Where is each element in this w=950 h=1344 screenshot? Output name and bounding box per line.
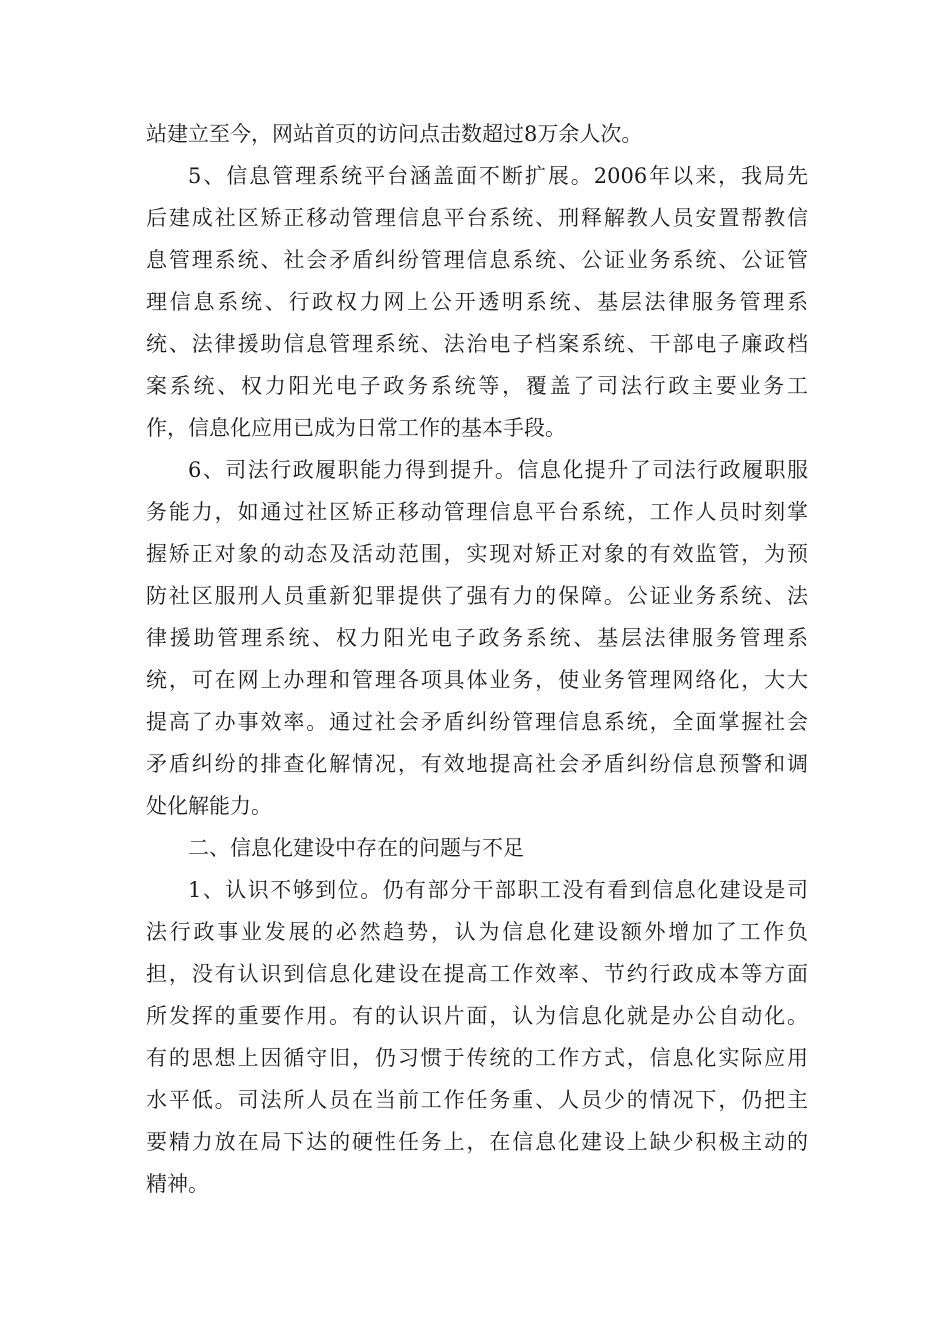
text-line: 防社区服刑人员重新犯罪提供了强有力的保障。公证业务系统、法 <box>146 584 808 608</box>
text-line: 6、司法行政履职能力得到提升。信息化提升了司法行政履职服 <box>188 458 808 482</box>
text-line: 提高了办事效率。通过社会矛盾纠纷管理信息系统，全面掌握社会 <box>146 710 808 734</box>
text-line: 息管理系统、社会矛盾纠纷管理信息系统、公证业务系统、公证管 <box>146 248 808 272</box>
text-line: 务能力，如通过社区矫正移动管理信息平台系统，工作人员时刻掌 <box>146 500 808 524</box>
text-line: 握矫正对象的动态及活动范围，实现对矫正对象的有效监管，为预 <box>146 542 808 566</box>
document-body <box>146 113 808 1205</box>
text-line: 案系统、权力阳光电子政务系统等，覆盖了司法行政主要业务工 <box>146 374 808 398</box>
text-line: 水平低。司法所人员在当前工作任务重、人员少的情况下，仍把主 <box>146 1088 808 1112</box>
text-line: 站建立至今，网站首页的访问点击数超过8万余人次。 <box>146 122 643 146</box>
text-line: 统，可在网上办理和管理各项具体业务，使业务管理网络化，大大 <box>146 668 808 692</box>
text-line: 1、认识不够到位。仍有部分干部职工没有看到信息化建设是司 <box>188 878 808 902</box>
text-line: 二、信息化建设中存在的问题与不足 <box>188 836 524 860</box>
text-line: 精神。 <box>146 1172 209 1196</box>
text-line: 所发挥的重要作用。有的认识片面，认为信息化就是办公自动化。 <box>146 1004 808 1028</box>
text-line: 处化解能力。 <box>146 794 272 818</box>
text-line: 5、信息管理系统平台涵盖面不断扩展。2006年以来，我局先 <box>188 164 808 188</box>
text-line: 后建成社区矫正移动管理信息平台系统、刑释解教人员安置帮教信 <box>146 206 808 230</box>
text-line: 担，没有认识到信息化建设在提高工作效率、节约行政成本等方面 <box>146 962 808 986</box>
text-line: 法行政事业发展的必然趋势，认为信息化建设额外增加了工作负 <box>146 920 808 944</box>
text-line: 理信息系统、行政权力网上公开透明系统、基层法律服务管理系 <box>146 290 808 314</box>
text-line: 要精力放在局下达的硬性任务上，在信息化建设上缺少积极主动的 <box>146 1130 808 1154</box>
text-line: 有的思想上因循守旧，仍习惯于传统的工作方式，信息化实际应用 <box>146 1046 808 1070</box>
text-line: 律援助管理系统、权力阳光电子政务系统、基层法律服务管理系 <box>146 626 808 650</box>
text-line: 统、法律援助信息管理系统、法治电子档案系统、干部电子廉政档 <box>146 332 808 356</box>
text-line: 矛盾纠纷的排查化解情况，有效地提高社会矛盾纠纷信息预警和调 <box>146 752 808 776</box>
text-line: 作，信息化应用已成为日常工作的基本手段。 <box>146 416 566 440</box>
